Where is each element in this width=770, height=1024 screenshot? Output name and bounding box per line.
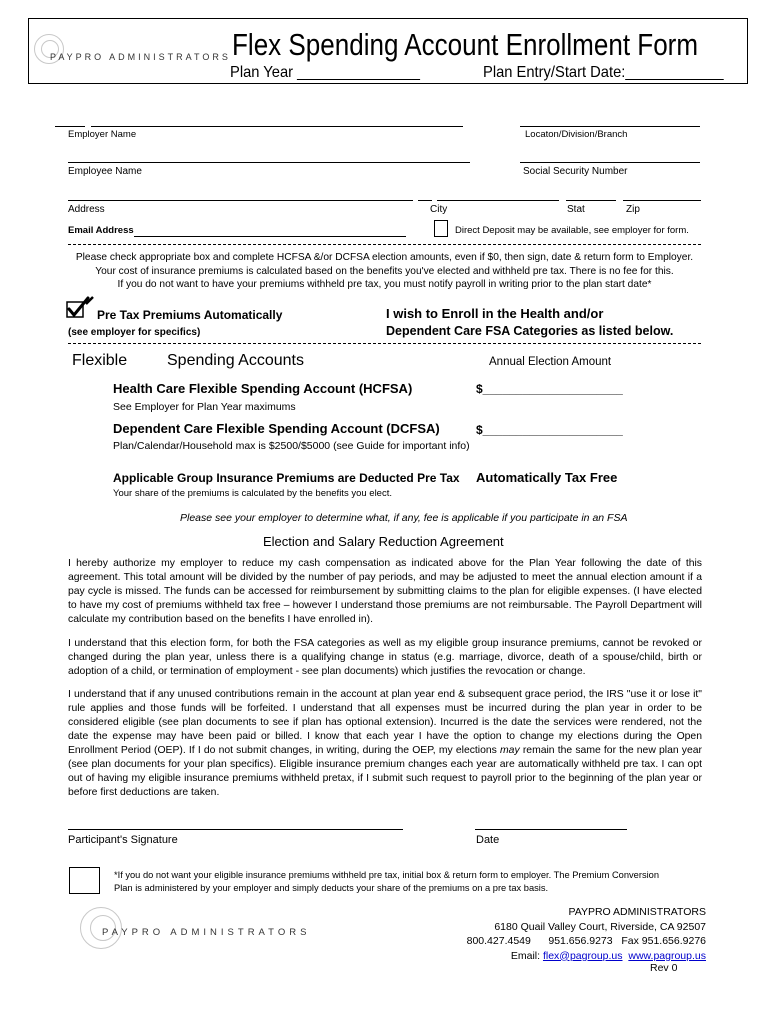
dcfsa-sub: Plan/Calendar/Household max is $2500/$5000 (see Guide for important info): [113, 440, 470, 452]
footer-logo: [80, 905, 320, 950]
employee-name-line[interactable]: [68, 162, 470, 163]
optout-note-text: *If you do not want your eligible insurance premiums withheld pre tax, initial box & return form to employer.: [114, 870, 552, 880]
employer-name-line[interactable]: [91, 126, 463, 127]
instructions: [68, 251, 701, 292]
company-name: PAYPRO ADMINISTRATORS: [568, 906, 706, 918]
agreement-paragraph-3-may: may: [500, 745, 520, 756]
agreement-paragraph-3-start: I understand that if any unused contributions remain in the account at plan year end & subsequent grace period, the IRS "use it or lose it" rule applies and those funds will be forfeited. I understand that all expenses must be incurred during the plan year in order to be considered eligible (see plan documents to see if plan has optional extension). Incurred is the date the services were rendered, not the date the expense may have been paid or billed. I know that each year I have the option to change my elections during the Open Enrollment Period (OEP). If I do not submit changes, in writing, during the OEP, my elections: [68, 689, 702, 756]
email-link[interactable]: flex@pagroup.us: [542, 949, 623, 962]
section-divider: [68, 343, 701, 344]
tax-free-label: Automatically Tax Free: [476, 470, 618, 485]
plan-year-field[interactable]: [230, 64, 420, 82]
ssn-line[interactable]: [520, 162, 700, 163]
plan-entry-label: Plan Entry/Start Date:: [483, 64, 626, 81]
city-line[interactable]: [418, 200, 432, 201]
hcfsa-title: Health Care Flexible Spending Account (HCFSA): [113, 381, 413, 396]
zip-line[interactable]: [623, 200, 701, 201]
optout-note-line: [114, 869, 714, 882]
group-premium-title: Applicable Group Insurance Premiums are Deducted Pre Tax: [113, 471, 460, 485]
dcfsa-amount-field[interactable]: $_____________________: [476, 423, 623, 437]
enroll-wish-line2: Dependent Care FSA Categories as listed below.: [386, 324, 674, 338]
pretax-checkmark-icon[interactable]: [66, 296, 96, 320]
date-line[interactable]: [475, 829, 627, 830]
fsa-heading-spending: Spending Accounts: [167, 352, 304, 369]
location-label: Locaton/Division/Branch: [525, 129, 628, 140]
pretax-title: Pre Tax Premiums Automatically: [97, 308, 283, 322]
logo: [34, 28, 231, 68]
email-line[interactable]: [134, 236, 406, 237]
state-line[interactable]: [566, 200, 616, 201]
revision-label: Rev 0: [650, 962, 678, 974]
instruction-line: If you do not want to have your premiums withheld pre tax, you must notify payroll in writing prior to the plan start date*: [117, 279, 652, 290]
employer-name-label: Employer Name: [68, 129, 137, 140]
email-label: Email:: [510, 949, 541, 962]
optout-note-text: The Premium Conversion: [553, 870, 659, 880]
zip-label: Zip: [626, 204, 640, 215]
agreement-paragraph-1: I hereby authorize my employer to reduce my cash compensation as indicated above for the Plan Year following the date of this agreement. This total amount will be divided by the number of pay periods, and may be adjusted to meet the annual election amount if a pay cycle is missed. The funds can be accessed for reimbursement by submitting claims to the plan for eligible expenses. (I have elected to have my cost of premiums withheld tax free – however I understand those premiums are not reimbursable. The Payroll Department will calculate my contribution based on the benefits I have enrolled in).: [68, 558, 702, 625]
pretax-sub: (see employer for specifics): [68, 327, 201, 338]
enroll-wish-line1: I wish to Enroll in the Health and/or: [386, 306, 604, 321]
logo-text: PAYPRO ADMINISTRATORS: [50, 52, 231, 62]
fee-note: Please see your employer to determine what, if any, fee is applicable if you participate in an FSA: [180, 512, 628, 524]
agreement-paragraph-2: I understand that this election form, for both the FSA categories as well as my eligible group insurance premiums, cannot be revoked or changed during the plan year, unless there is a qualifying change in status (e.g. marriage, divorce, death of a spouse/child, birth or adoption of a child, or termination of employment - see plan documents) which justifies the revocation or change.: [68, 638, 702, 677]
website-link[interactable]: www.pagroup.us: [628, 949, 706, 962]
company-contact: [400, 949, 706, 964]
address-line[interactable]: [68, 200, 413, 201]
city-line[interactable]: [437, 200, 559, 201]
fsa-heading-flexible: Flexible: [72, 352, 128, 369]
dcfsa-title: Dependent Care Flexible Spending Account (DCFSA): [113, 421, 440, 436]
company-address: [400, 905, 706, 963]
plan-entry-field[interactable]: [483, 64, 724, 82]
instruction-line: Please check appropriate box and complete HCFSA &/or DCFSA election amounts, even if $0, then sign, date & return form to Employer.: [75, 252, 694, 263]
agreement-heading: Election and Salary Reduction Agreement: [263, 534, 504, 549]
instruction-line: Your cost of insurance premiums is calculated based on the benefits you've elected and withheld pre tax. There is no fee for this.: [95, 265, 674, 277]
page-title: Flex Spending Account Enrollment Form: [232, 27, 699, 62]
ssn-label: Social Security Number: [523, 166, 628, 177]
state-label: Stat: [567, 204, 585, 215]
agreement-paragraph-3-end: remain the same for the new plan year (see plan documents for your plan specifics). Eligible insurance premium changes each year are automatically withheld pre tax. I can opt out of having my eligible insurance premiums withheld pretax, if I submit such request to payroll prior to the beginning of the plan year or before first deductions are taken.: [68, 745, 703, 798]
location-line[interactable]: [520, 126, 700, 127]
employer-name-line[interactable]: [55, 126, 85, 127]
address-label: Address: [68, 204, 105, 215]
plan-entry-blank: ____________: [625, 64, 724, 81]
optout-note: [114, 869, 714, 895]
plan-year-label: Plan Year: [230, 64, 294, 81]
optout-initial-box[interactable]: [69, 867, 100, 894]
section-divider: [68, 244, 701, 245]
signature-line[interactable]: [68, 829, 403, 830]
group-premium-sub: Your share of the premiums is calculated by the benefits you elect.: [113, 488, 392, 499]
direct-deposit-checkbox[interactable]: [434, 220, 448, 237]
signature-label: Participant's Signature: [68, 834, 178, 846]
agreement-paragraph-3: [68, 688, 702, 800]
plan-year-blank: _______________: [297, 64, 420, 81]
footer-logo-text: PAYPRO ADMINISTRATORS: [102, 927, 311, 938]
annual-election-label: Annual Election Amount: [489, 356, 612, 368]
email-label: Email Address: [68, 225, 134, 236]
date-label: Date: [476, 834, 500, 846]
direct-deposit-label: Direct Deposit may be available, see employer for form.: [455, 225, 689, 236]
company-phones: 800.427.4549 951.656.9273 Fax 951.656.9276: [466, 935, 706, 947]
company-street: 6180 Quail Valley Court, Riverside, CA 92507: [494, 920, 706, 933]
employee-name-label: Employee Name: [68, 166, 142, 177]
city-label: City: [430, 204, 448, 215]
hcfsa-amount-field[interactable]: $_____________________: [476, 382, 623, 396]
optout-note-line: Plan is administered by your employer and simply deducts your share of the premiums on a pre tax basis.: [114, 883, 549, 893]
hcfsa-sub: See Employer for Plan Year maximums: [113, 401, 296, 413]
